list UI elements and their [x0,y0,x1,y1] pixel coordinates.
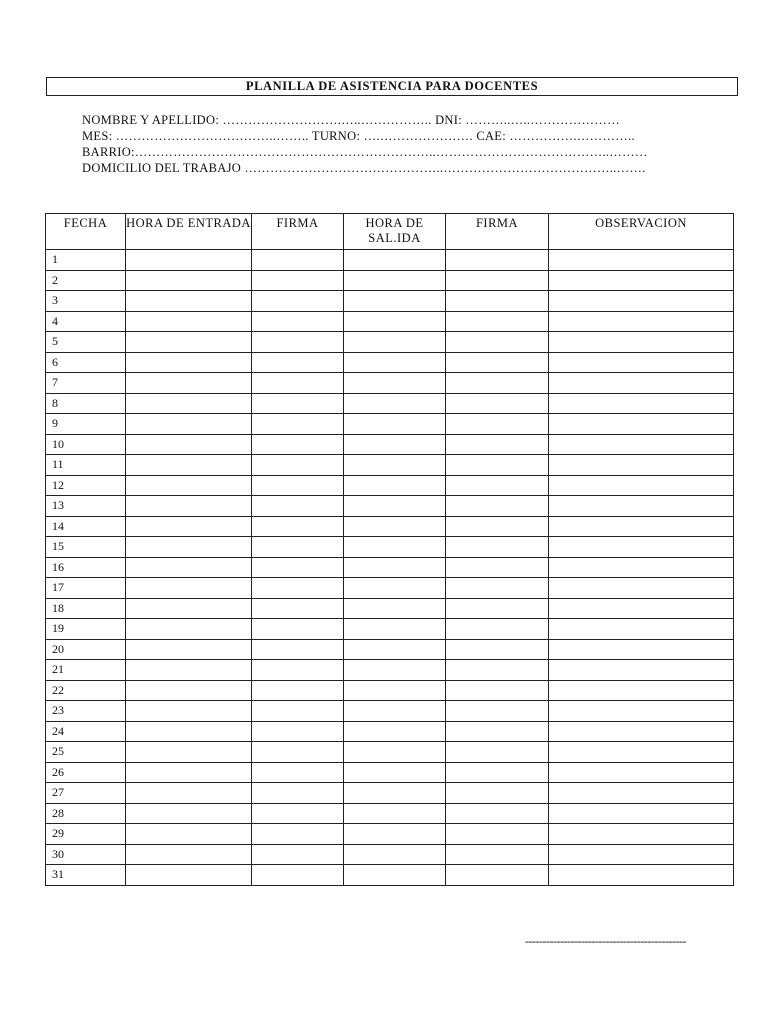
observation-cell[interactable] [549,783,734,804]
table-row [46,496,734,517]
exit-signature-cell[interactable] [446,393,549,414]
table-row [46,680,734,701]
table-row [46,742,734,763]
day-number-cell: 29 [46,824,126,845]
table-row [46,660,734,681]
form-title: PLANILLA DE ASISTENCIA PARA DOCENTES [46,77,738,96]
table-row [46,619,734,640]
table-row [46,721,734,742]
observation-cell[interactable] [549,414,734,435]
day-number-cell: 22 [46,680,126,701]
entry-time-cell[interactable] [126,865,252,886]
entry-signature-cell[interactable] [252,557,344,578]
day-number-cell: 2 [46,270,126,291]
exit-time-cell[interactable] [344,660,446,681]
exit-time-cell[interactable] [344,844,446,865]
entry-signature-cell[interactable] [252,352,344,373]
day-number-cell: 5 [46,332,126,353]
header-firma-salida: FIRMA [446,214,549,250]
day-number-cell: 19 [46,619,126,640]
observation-cell[interactable] [549,373,734,394]
day-number-cell: 25 [46,742,126,763]
observation-cell[interactable] [549,455,734,476]
day-number-cell: 23 [46,701,126,722]
exit-time-cell[interactable] [344,598,446,619]
exit-signature-cell[interactable] [446,270,549,291]
exit-time-cell[interactable] [344,352,446,373]
exit-signature-cell[interactable] [446,783,549,804]
entry-time-cell[interactable] [126,721,252,742]
entry-signature-cell[interactable] [252,496,344,517]
table-row [46,332,734,353]
exit-signature-cell[interactable] [446,598,549,619]
exit-time-cell[interactable] [344,783,446,804]
exit-signature-cell[interactable] [446,250,549,271]
entry-signature-cell[interactable] [252,578,344,599]
day-number-cell: 13 [46,496,126,517]
exit-signature-cell[interactable] [446,619,549,640]
exit-time-cell[interactable] [344,557,446,578]
day-number-cell: 7 [46,373,126,394]
exit-signature-cell[interactable] [446,332,549,353]
exit-time-cell[interactable] [344,311,446,332]
day-number-cell: 21 [46,660,126,681]
entry-signature-cell[interactable] [252,455,344,476]
table-row [46,516,734,537]
entry-time-cell[interactable] [126,578,252,599]
table-row [46,537,734,558]
entry-signature-cell[interactable] [252,639,344,660]
exit-signature-cell[interactable] [446,414,549,435]
exit-signature-cell[interactable] [446,496,549,517]
table-row [46,865,734,886]
entry-signature-cell[interactable] [252,270,344,291]
entry-signature-cell[interactable] [252,414,344,435]
header-fecha: FECHA [46,214,126,250]
exit-time-cell[interactable] [344,639,446,660]
attendance-table [45,213,734,886]
entry-time-cell[interactable] [126,393,252,414]
day-number-cell: 4 [46,311,126,332]
table-row [46,783,734,804]
table-header-row [46,214,734,250]
day-number-cell: 24 [46,721,126,742]
entry-signature-cell[interactable] [252,475,344,496]
day-number-cell: 15 [46,537,126,558]
day-number-cell: 28 [46,803,126,824]
entry-signature-cell[interactable] [252,250,344,271]
name-dni-field: NOMBRE Y APELLIDO: ……………………….…..…………….. DNI: ………..…..………………… [82,113,620,127]
header-firma-entrada: FIRMA [252,214,344,250]
table-row [46,803,734,824]
personal-info-section [82,112,692,176]
exit-time-cell[interactable] [344,434,446,455]
day-number-cell: 8 [46,393,126,414]
entry-signature-cell[interactable] [252,311,344,332]
entry-time-cell[interactable] [126,455,252,476]
exit-signature-cell[interactable] [446,824,549,845]
exit-time-cell[interactable] [344,824,446,845]
exit-time-cell[interactable] [344,270,446,291]
exit-time-cell[interactable] [344,578,446,599]
entry-signature-cell[interactable] [252,434,344,455]
entry-signature-cell[interactable] [252,701,344,722]
entry-signature-cell[interactable] [252,598,344,619]
exit-time-cell[interactable] [344,496,446,517]
signature-line: ---------------------------------------------- [525,934,686,948]
entry-time-cell[interactable] [126,516,252,537]
exit-signature-cell[interactable] [446,434,549,455]
exit-time-cell[interactable] [344,742,446,763]
exit-signature-cell[interactable] [446,803,549,824]
entry-signature-cell[interactable] [252,660,344,681]
entry-signature-cell[interactable] [252,516,344,537]
table-row [46,373,734,394]
entry-time-cell[interactable] [126,291,252,312]
observation-cell[interactable] [549,496,734,517]
exit-time-cell[interactable] [344,680,446,701]
observation-cell[interactable] [549,516,734,537]
exit-signature-cell[interactable] [446,578,549,599]
entry-time-cell[interactable] [126,598,252,619]
entry-time-cell[interactable] [126,701,252,722]
observation-cell[interactable] [549,578,734,599]
observation-cell[interactable] [549,475,734,496]
day-number-cell: 17 [46,578,126,599]
entry-time-cell[interactable] [126,270,252,291]
observation-cell[interactable] [549,865,734,886]
entry-time-cell[interactable] [126,762,252,783]
observation-cell[interactable] [549,803,734,824]
entry-signature-cell[interactable] [252,803,344,824]
day-number-cell: 12 [46,475,126,496]
exit-time-cell[interactable] [344,865,446,886]
entry-signature-cell[interactable] [252,762,344,783]
entry-signature-cell[interactable] [252,742,344,763]
observation-cell[interactable] [549,619,734,640]
entry-signature-cell[interactable] [252,865,344,886]
table-row [46,270,734,291]
exit-time-cell[interactable] [344,803,446,824]
day-number-cell: 20 [46,639,126,660]
entry-time-cell[interactable] [126,639,252,660]
header-hora-salida: HORA DE SAL.IDA [344,214,446,250]
exit-signature-cell[interactable] [446,291,549,312]
table-row [46,250,734,271]
header-observacion: OBSERVACION [549,214,734,250]
exit-signature-cell[interactable] [446,311,549,332]
observation-cell[interactable] [549,332,734,353]
observation-cell[interactable] [549,639,734,660]
day-number-cell: 9 [46,414,126,435]
observation-cell[interactable] [549,270,734,291]
day-number-cell: 31 [46,865,126,886]
day-number-cell: 18 [46,598,126,619]
observation-cell[interactable] [549,762,734,783]
day-number-cell: 10 [46,434,126,455]
exit-signature-cell[interactable] [446,475,549,496]
observation-cell[interactable] [549,537,734,558]
observation-cell[interactable] [549,742,734,763]
entry-signature-cell[interactable] [252,824,344,845]
entry-time-cell[interactable] [126,680,252,701]
entry-time-cell[interactable] [126,373,252,394]
exit-signature-cell[interactable] [446,742,549,763]
exit-signature-cell[interactable] [446,701,549,722]
table-row [46,455,734,476]
exit-signature-cell[interactable] [446,721,549,742]
observation-cell[interactable] [549,557,734,578]
exit-signature-cell[interactable] [446,557,549,578]
observation-cell[interactable] [549,250,734,271]
exit-signature-cell[interactable] [446,680,549,701]
observation-cell[interactable] [549,680,734,701]
entry-time-cell[interactable] [126,557,252,578]
table-row [46,434,734,455]
exit-time-cell[interactable] [344,701,446,722]
exit-time-cell[interactable] [344,721,446,742]
observation-cell[interactable] [549,434,734,455]
table-row [46,291,734,312]
entry-time-cell[interactable] [126,311,252,332]
observation-cell[interactable] [549,844,734,865]
entry-signature-cell[interactable] [252,291,344,312]
day-number-cell: 30 [46,844,126,865]
exit-time-cell[interactable] [344,393,446,414]
entry-signature-cell[interactable] [252,373,344,394]
table-row [46,844,734,865]
exit-signature-cell[interactable] [446,639,549,660]
exit-time-cell[interactable] [344,475,446,496]
observation-cell[interactable] [549,598,734,619]
entry-time-cell[interactable] [126,844,252,865]
table-row [46,311,734,332]
entry-signature-cell[interactable] [252,783,344,804]
observation-cell[interactable] [549,352,734,373]
table-row [46,352,734,373]
exit-time-cell[interactable] [344,291,446,312]
day-number-cell: 1 [46,250,126,271]
exit-signature-cell[interactable] [446,844,549,865]
exit-time-cell[interactable] [344,332,446,353]
table-row [46,762,734,783]
entry-signature-cell[interactable] [252,721,344,742]
table-row [46,824,734,845]
observation-cell[interactable] [549,660,734,681]
observation-cell[interactable] [549,824,734,845]
entry-signature-cell[interactable] [252,619,344,640]
exit-time-cell[interactable] [344,373,446,394]
day-number-cell: 3 [46,291,126,312]
entry-time-cell[interactable] [126,352,252,373]
table-row [46,393,734,414]
day-number-cell: 26 [46,762,126,783]
observation-cell[interactable] [549,291,734,312]
table-row [46,578,734,599]
entry-time-cell[interactable] [126,803,252,824]
exit-signature-cell[interactable] [446,660,549,681]
entry-time-cell[interactable] [126,619,252,640]
exit-time-cell[interactable] [344,537,446,558]
table-row [46,598,734,619]
entry-time-cell[interactable] [126,742,252,763]
table-row [46,557,734,578]
entry-signature-cell[interactable] [252,332,344,353]
exit-signature-cell[interactable] [446,537,549,558]
month-shift-cae-field: MES: ………………………………..…….. TURNO: ….…………………. CAE: …………….………….. [82,129,635,143]
entry-signature-cell[interactable] [252,537,344,558]
day-number-cell: 6 [46,352,126,373]
entry-time-cell[interactable] [126,332,252,353]
header-hora-entrada: HORA DE ENTRADA [126,214,252,250]
table-row [46,414,734,435]
table-row [46,475,734,496]
entry-time-cell[interactable] [126,783,252,804]
entry-time-cell[interactable] [126,496,252,517]
entry-time-cell[interactable] [126,824,252,845]
work-address-field: DOMICILIO DEL TRABAJO ………………………………………..…………………………………..……. [82,161,646,175]
exit-time-cell[interactable] [344,619,446,640]
exit-signature-cell[interactable] [446,516,549,537]
observation-cell[interactable] [549,311,734,332]
entry-signature-cell[interactable] [252,844,344,865]
entry-time-cell[interactable] [126,537,252,558]
observation-cell[interactable] [549,701,734,722]
observation-cell[interactable] [549,721,734,742]
day-number-cell: 16 [46,557,126,578]
entry-signature-cell[interactable] [252,393,344,414]
entry-time-cell[interactable] [126,660,252,681]
day-number-cell: 14 [46,516,126,537]
entry-time-cell[interactable] [126,250,252,271]
day-number-cell: 27 [46,783,126,804]
exit-time-cell[interactable] [344,762,446,783]
exit-signature-cell[interactable] [446,762,549,783]
table-row [46,701,734,722]
entry-signature-cell[interactable] [252,680,344,701]
exit-time-cell[interactable] [344,455,446,476]
exit-time-cell[interactable] [344,250,446,271]
day-number-cell: 11 [46,455,126,476]
observation-cell[interactable] [549,393,734,414]
exit-time-cell[interactable] [344,516,446,537]
neighborhood-field: BARRIO:……………………………………………………………..…………………………………..……… [82,145,648,159]
exit-time-cell[interactable] [344,414,446,435]
exit-signature-cell[interactable] [446,373,549,394]
exit-signature-cell[interactable] [446,352,549,373]
entry-time-cell[interactable] [126,414,252,435]
entry-time-cell[interactable] [126,475,252,496]
exit-signature-cell[interactable] [446,865,549,886]
entry-time-cell[interactable] [126,434,252,455]
exit-signature-cell[interactable] [446,455,549,476]
table-row [46,639,734,660]
